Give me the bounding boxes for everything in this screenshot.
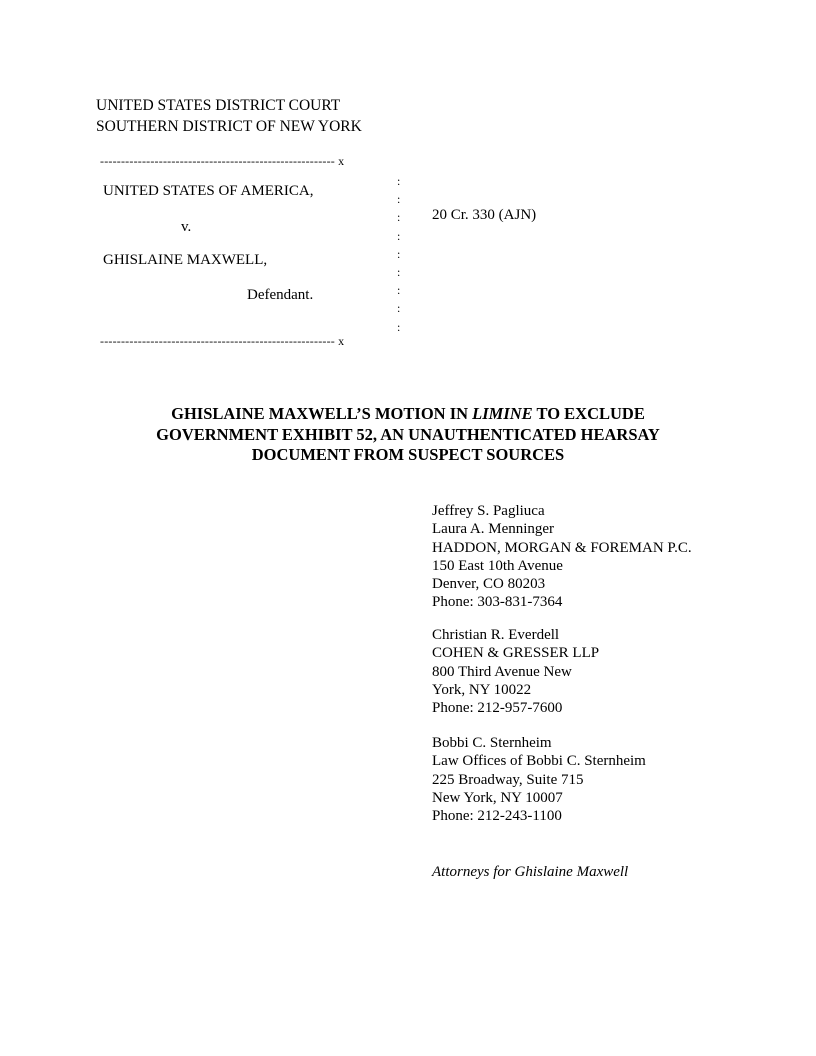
court-heading	[96, 96, 362, 137]
counsel-line: York, NY 10022	[432, 681, 532, 698]
counsel-line: 150 East 10th Avenue	[432, 557, 563, 574]
caption-rule-bottom: -------------------------------------------------------- x	[100, 334, 345, 348]
caption-rule-top: -------------------------------------------------------- x	[100, 154, 345, 168]
caption-colon: :	[397, 283, 401, 298]
title-line-2: GOVERNMENT EXHIBIT 52, AN UNAUTHENTICATED HEARSAY	[156, 424, 660, 444]
counsel-line: Denver, CO 80203	[432, 576, 546, 593]
caption-defendant-label: Defendant.	[247, 287, 314, 303]
caption-colon: :	[397, 301, 401, 316]
counsel-line: Jeffrey S. Pagliuca	[432, 503, 545, 519]
caption-colon: :	[397, 174, 401, 188]
counsel-line: HADDON, MORGAN & FOREMAN P.C.	[432, 539, 692, 556]
caption-colon: :	[397, 210, 401, 225]
caption-colon: :	[397, 265, 401, 280]
caption-colon: :	[397, 228, 401, 243]
caption-colon-column	[397, 172, 400, 336]
caption-plaintiff: UNITED STATES OF AMERICA,	[103, 183, 314, 199]
title-line-1: GHISLAINE MAXWELL’S MOTION IN LIMINE TO EXCLUDE	[171, 404, 645, 423]
counsel-line: Laura A. Menninger	[432, 521, 555, 538]
counsel-line: 800 Third Avenue New	[432, 663, 572, 680]
caption-versus: v.	[181, 219, 192, 235]
counsel-block-cohen	[432, 626, 599, 717]
title-limine: LIMINE	[472, 404, 533, 423]
caption-colon: :	[397, 319, 401, 334]
signature-attorneys-for: Attorneys for Ghislaine Maxwell	[432, 864, 629, 880]
caption-colon: :	[397, 192, 401, 207]
counsel-line: Phone: 303-831-7364	[432, 594, 563, 611]
title-line-3: DOCUMENT FROM SUSPECT SOURCES	[251, 445, 565, 464]
counsel-line: COHEN & GRESSER LLP	[432, 645, 600, 662]
caption-colon: :	[397, 246, 401, 261]
document-title	[96, 404, 720, 466]
court-district: SOUTHERN DISTRICT OF NEW YORK	[96, 117, 362, 135]
case-number: 20 Cr. 330 (AJN)	[432, 207, 537, 223]
court-name: UNITED STATES DISTRICT COURT	[96, 97, 341, 114]
counsel-line: Phone: 212-957-7600	[432, 700, 563, 717]
caption-defendant-name: GHISLAINE MAXWELL,	[103, 252, 268, 268]
counsel-block-sternheim	[432, 734, 646, 825]
counsel-line: Law Offices of Bobbi C. Sternheim	[432, 753, 646, 770]
counsel-line: New York, NY 10007	[432, 789, 563, 806]
counsel-block-haddon	[432, 502, 692, 612]
counsel-line: Phone: 212-243-1100	[432, 808, 562, 825]
counsel-line: 225 Broadway, Suite 715	[432, 771, 584, 788]
counsel-line: Bobbi C. Sternheim	[432, 735, 552, 751]
counsel-line: Christian R. Everdell	[432, 627, 560, 643]
